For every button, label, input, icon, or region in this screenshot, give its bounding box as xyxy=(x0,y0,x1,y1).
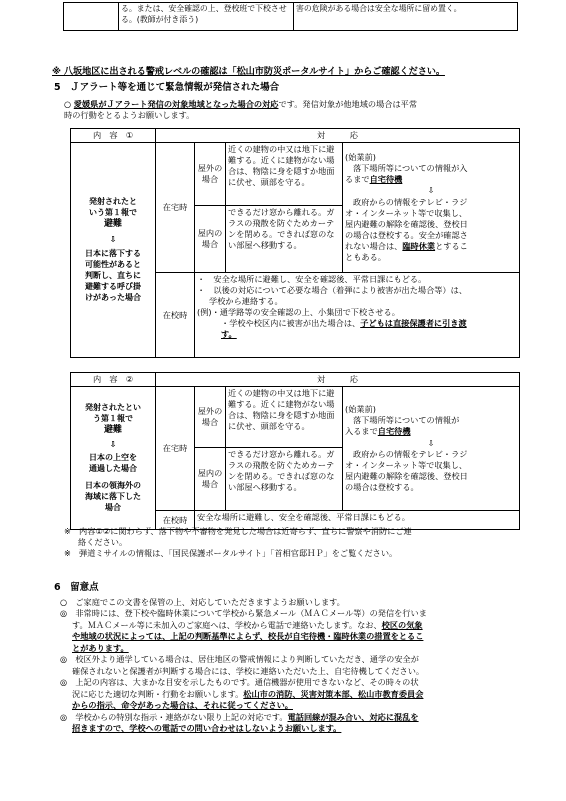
s6-p4a: ◎ 上記の内容は、大まかな目安を示したものです。通信機器が使用できないなど、その時々の状 xyxy=(60,677,419,688)
table2-home-response xyxy=(343,387,520,511)
s6-p2d: とがあります。 xyxy=(72,642,129,653)
table2-condition xyxy=(71,387,156,530)
t2-r8: の場合は登校する。 xyxy=(345,481,419,492)
table1-outdoor-text: 近くの建物の中又は地下に避難する。近くに建物がない場合は、物陰に身を隠すか地面に伏せ、頭部を守る。 xyxy=(226,143,343,206)
top-table-blank-cell xyxy=(64,3,119,31)
notes xyxy=(64,526,524,559)
t1-r9c: とするこ xyxy=(435,240,468,251)
t2-left-6: 日本の領海外の xyxy=(85,480,141,490)
table2-indoor-text: できるだけ窓から離れる。ガラスの飛散を防ぐためカーテンを閉める。できれば窓のない部屋へ移動する。 xyxy=(226,448,343,511)
t1-s6: す。 xyxy=(221,329,237,340)
table-case2 xyxy=(70,372,520,530)
t1-left-4: 日本に落下する xyxy=(85,249,141,259)
table1-at-school: 在校時 xyxy=(156,273,195,358)
table2-header-left: 内 容 ② xyxy=(71,373,156,387)
bullet: ○ xyxy=(64,99,72,109)
table2-header-right: 対 応 xyxy=(156,373,520,387)
t1-s2: ・ 以後の対応について必要な場合（着弾により被害が出た場合等）は、 xyxy=(197,285,468,296)
t1-r5: 政府からの情報をテレビ・ラジ xyxy=(353,196,468,207)
s6-p5a-bold: 電話回線が混み合い、対応に混乱を xyxy=(287,711,419,722)
s6-p5b: 招きますので、学校への電話での問い合わせはしないようお願いします。 xyxy=(72,723,342,734)
t1-r8: の場合は登校する。安全が確認さ xyxy=(345,229,468,240)
s6-p2b: す。ＭＡＣメール等に未加入のご家庭へは、学校から電話で連絡いたします。なお、 xyxy=(72,619,382,630)
top-table-left-cell: る。または、安全確認の上、登校班で下校させる。(教師が付き添う) xyxy=(119,3,294,31)
top-continuation-table xyxy=(63,2,518,31)
table2-indoor: 屋内の場合 xyxy=(195,448,226,511)
t1-left-7: 避難する呼び掛 xyxy=(85,281,141,291)
t1-s5: ・学校や校区内に被害が出た場合は、 xyxy=(221,318,361,329)
lead-rest: です。発信対象が他地域の場合は平常 xyxy=(278,99,418,109)
t2-r2: 落下場所等についての情報が xyxy=(353,415,460,426)
table-case1 xyxy=(70,128,520,358)
s6-p1: ○ ご家庭でこの文書を保管の上、対応していただきますようお願いします。 xyxy=(60,597,345,607)
t2-r1: (始業前) xyxy=(345,404,376,415)
note-1a: ※ 内容①②に関わらず、落下物や不審物を発見した場合は近寄らず、直ちに警察や消防にご連 xyxy=(64,526,412,536)
section6-title: 6 留意点 xyxy=(54,582,99,593)
table1-home-response xyxy=(343,143,520,273)
t1-s4: (例)・通学路等の安全確認の上、小集団で下校させる。 xyxy=(197,307,400,318)
table1-header-right: 対 応 xyxy=(156,129,520,143)
table1-outdoor: 屋外の場合 xyxy=(195,143,226,206)
t2-left-4: 日本の上空を xyxy=(89,453,137,463)
t2-left-8: 場合 xyxy=(105,502,121,512)
top-table-right-cell: 害の危険がある場合は安全な場所に留め置く。 xyxy=(294,3,518,31)
t2-left-3: 避難 xyxy=(103,425,122,436)
lead-bold: 愛媛県がＪアラート発信の対象地域となった場合の対応 xyxy=(73,99,279,109)
t1-r9: れない場合は、 xyxy=(345,240,403,251)
table1-at-home: 在宅時 xyxy=(156,143,195,273)
down-arrow-icon: ⇩ xyxy=(427,185,435,196)
t1-s1: ・ 安全な場所に避難し、安全を確認後、平常日課にもどる。 xyxy=(197,274,427,285)
lead-line2: 時の行動をとるようお願いします。 xyxy=(64,110,195,121)
t1-r9b: 臨時休業 xyxy=(402,240,436,251)
t1-r2: 落下場所等についての情報が入 xyxy=(353,163,468,174)
section5-lead xyxy=(64,99,524,121)
t2-r3b: 自宅待機 xyxy=(377,426,411,437)
t2-left-1: 発射されたとい xyxy=(85,402,141,412)
s6-p3a: ◎ 校区外より通学している場合は、居住地区の警戒情報により判断していただき、通学の安全が xyxy=(60,654,419,665)
t1-left-2: いう第１報で xyxy=(89,207,137,217)
t2-r6: オ・インターネット等で収集し、 xyxy=(345,459,468,470)
t1-r1: (始業前) xyxy=(345,152,376,163)
table1-header-left: 内 容 ① xyxy=(71,129,156,143)
t1-left-1: 発射されたと xyxy=(89,196,137,206)
t1-s3: 学校から連絡する。 xyxy=(209,296,283,307)
portal-notice: ※ 八坂地区に出される警戒レベルの確認は「松山市防災ポータルサイト」からご確認ください。 xyxy=(52,66,445,77)
t2-left-5: 通過した場合 xyxy=(89,464,137,474)
t1-left-3: 避難 xyxy=(103,219,122,230)
t2-r7: 屋内避難の解除を確認後、登校日 xyxy=(345,470,468,481)
down-arrow-icon: ⇩ xyxy=(109,234,117,244)
s6-p5a: ◎ 学校からの特別な指示・連絡がない限り上記の対応です。 xyxy=(60,711,288,722)
down-arrow-icon: ⇩ xyxy=(427,437,435,448)
table2-at-school: 在校時 xyxy=(156,511,195,530)
s6-p2c: や地域の状況によっては、上記の判断基準によらず、校長が自宅待機・臨時休業の措置をとるこ xyxy=(72,631,424,642)
table2-outdoor: 屋外の場合 xyxy=(195,387,226,448)
down-arrow-icon: ⇩ xyxy=(109,439,117,449)
t2-left-2: う第１報で xyxy=(93,413,133,423)
t1-r7: 屋内避難の解除を確認後、登校日 xyxy=(345,218,468,229)
table1-indoor: 屋内の場合 xyxy=(195,206,226,273)
t1-r3: るまで xyxy=(345,174,370,185)
s6-p4b: 況に応じた適切な判断・行動をお願いします。 xyxy=(72,688,244,699)
note-2: ※ 弾道ミサイルの情報は、「国民保護ポータルサイト」「首相官邸ＨＰ」をご覧ください。 xyxy=(64,548,398,559)
table1-condition xyxy=(71,143,156,358)
t2-r5: 政府からの情報をテレビ・ラジ xyxy=(353,448,468,459)
t1-r6: オ・インターネット等で収集し、 xyxy=(345,207,468,218)
t1-left-8: けがあった場合 xyxy=(85,292,141,302)
table2-at-home: 在宅時 xyxy=(156,387,195,511)
table1-school-response xyxy=(195,273,520,358)
section5-title: 5 Ｊアラート等を通じて緊急情報が発信された場合 xyxy=(54,82,280,93)
section6-body xyxy=(60,597,526,735)
table2-outdoor-text: 近くの建物の中又は地下に避難する。近くに建物がない場合は、物陰に身を隠すか地面に伏せ、頭部を守る。 xyxy=(226,387,343,448)
s6-p3b: 確保されないと保護者が判断する場合には、学校に連絡いただいた上、自宅待機してください。 xyxy=(72,665,425,676)
t2-left-7: 海域に落下した xyxy=(85,491,141,501)
t2-r3: 入るまで xyxy=(345,426,378,437)
t1-r3b: 自宅待機 xyxy=(369,174,403,185)
t1-r10: ともある。 xyxy=(345,251,386,262)
table1-indoor-text: できるだけ窓から離れる。ガラスの飛散を防ぐためカーテンを閉める。できれば窓のない部屋へ移動する。 xyxy=(226,206,343,273)
t1-left-6: 判断し、直ちに xyxy=(85,270,141,280)
t1-s5b: 子どもは直接保護者に引き渡 xyxy=(360,318,467,329)
s6-p2b-bold: 校区の気象 xyxy=(381,619,423,630)
note-1b: 絡ください。 xyxy=(78,537,128,548)
s6-p4b-bold: 松山市の消防、災害対策本部、松山市教育委員会 xyxy=(243,688,424,699)
s6-p2a: ◎ 非常時には、登下校や臨時休業について学校から緊急メール（ＭＡＣメール等）の発信を行いま xyxy=(60,608,427,619)
table2-school-response: 安全な場所に避難し、安全を確認後、平常日課にもどる。 xyxy=(195,511,520,530)
s6-p4c: からの指示、命令があった場合は、それに従ってください。 xyxy=(72,700,293,711)
t1-left-5: 可能性があると xyxy=(85,260,141,270)
